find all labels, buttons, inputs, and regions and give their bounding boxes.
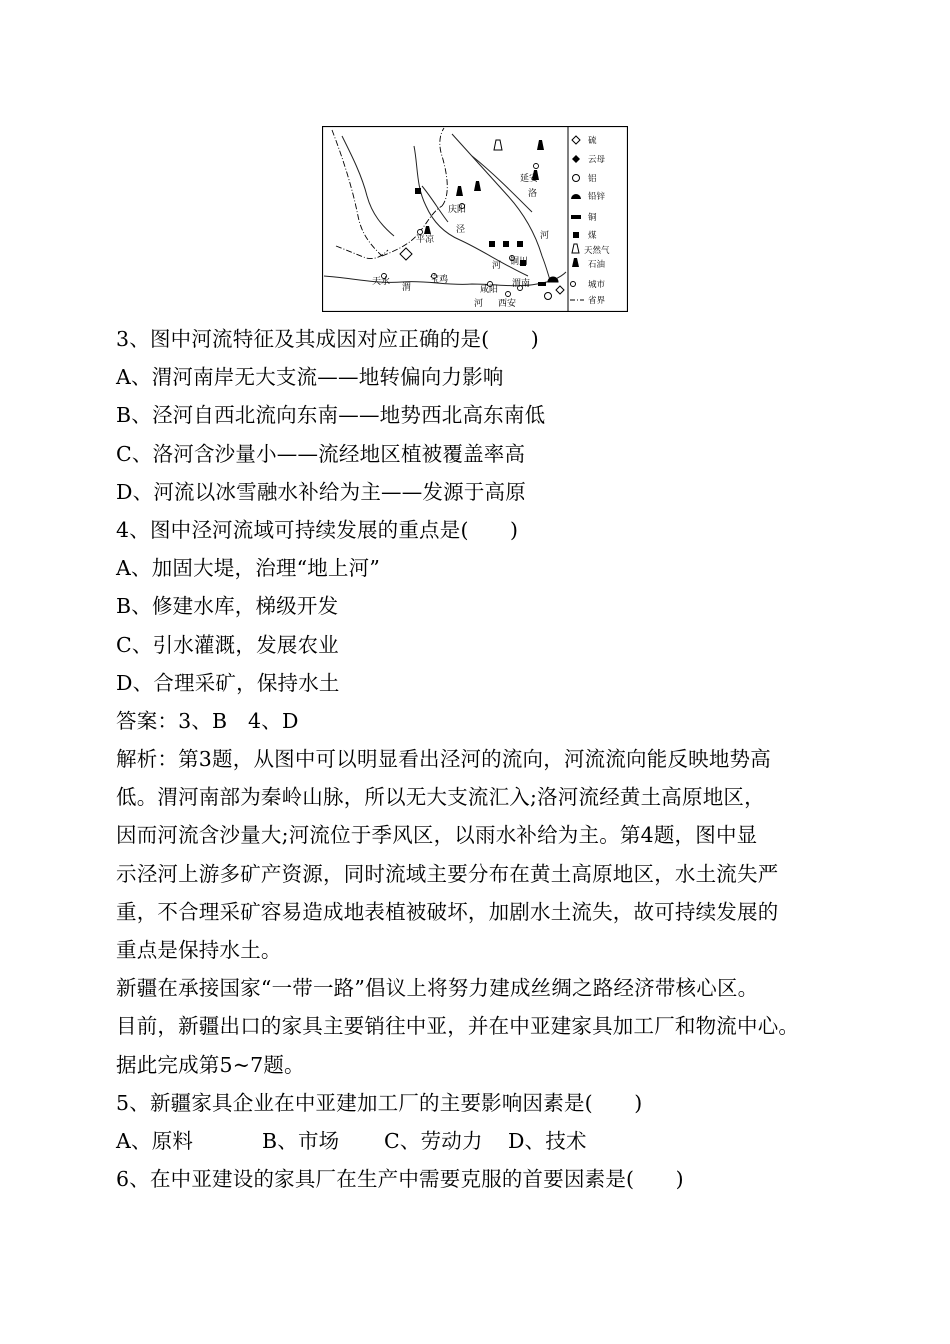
question-3: 3、图中河流特征及其成因对应正确的是( ) — [116, 327, 539, 351]
copper-icon — [571, 215, 581, 219]
place-label: 河 — [492, 261, 502, 271]
explanation-line: 重，不合理采矿容易造成地表植被破坏，加剧水土流失，故可持续发展的 — [116, 899, 779, 924]
legend-label: 云母 — [588, 155, 606, 165]
place-label: 咸阳 — [480, 285, 499, 295]
explanation-line: 解析：第3题，从图中可以明显看出泾河的流向，河流流向能反映地势高 — [116, 747, 771, 772]
legend-label: 硫 — [588, 136, 597, 146]
coal-icon — [573, 232, 579, 238]
passage-line: 目前，新疆出口的家具主要销往中亚，并在中亚建家具加工厂和物流中心。 — [116, 1014, 800, 1039]
place-label: 庆阳 — [448, 205, 467, 215]
place-label: 延安 — [520, 174, 539, 184]
legend-label: 铅锌 — [588, 192, 606, 202]
passage-line: 新疆在承接国家“一带一路”倡议上将努力建成丝绸之路经济带核心区。 — [116, 976, 759, 1001]
place-label: 渭南 — [512, 279, 531, 289]
question-5: 5、新疆家具企业在中亚建加工厂的主要影响因素是( ) — [116, 1090, 643, 1115]
place-label: 洛 — [528, 189, 538, 199]
option-c: C、劳动力 — [384, 1128, 483, 1153]
explanation-line: 低。渭河南部为秦岭山脉，所以无大支流汇入;洛河流经黄土高原地区， — [116, 785, 765, 810]
city-icon — [534, 164, 539, 169]
city-icon — [506, 292, 511, 297]
legend-label: 天然气 — [584, 246, 610, 256]
place-label: 渭 — [402, 283, 412, 293]
option-a: A、原料 — [116, 1128, 194, 1153]
copper-icon — [538, 282, 546, 286]
legend-label: 铜 — [588, 213, 597, 223]
map-svg — [322, 126, 628, 312]
explanation-line: 示泾河上游多矿产资源，同时流域主要分布在黄土高原地区，水土流失严 — [116, 861, 779, 886]
option-b: B、市场 — [262, 1128, 340, 1153]
place-label: 西安 — [498, 299, 517, 309]
place-label: 河 — [474, 299, 484, 309]
option-a: A、加固大堤，治理“地上河” — [116, 556, 381, 581]
legend-label: 煤 — [588, 231, 597, 241]
explanation-line: 重点是保持水土。 — [116, 938, 282, 962]
city-icon — [418, 230, 423, 235]
legend-label: 省界 — [588, 296, 606, 306]
option-a: A、渭河南岸无大支流——地转偏向力影响 — [116, 365, 504, 390]
option-c: C、引水灌溉，发展农业 — [116, 632, 339, 657]
legend-label: 铝 — [588, 174, 597, 184]
place-label: 平凉 — [416, 235, 435, 245]
option-b: B、泾河自西北流向东南——地势西北高东南低 — [116, 403, 546, 428]
place-label: 泾 — [456, 225, 466, 235]
coal-icon — [489, 241, 495, 247]
option-d: D、合理采矿，保持水土 — [116, 670, 340, 695]
place-label: 宝鸡 — [430, 275, 449, 285]
question-4: 4、图中泾河流域可持续发展的重点是( ) — [116, 517, 519, 542]
option-c: C、洛河含沙量小——流经地区植被覆盖率高 — [116, 441, 526, 466]
document-body — [116, 320, 856, 1198]
place-label: 铜川 — [510, 257, 529, 267]
place-label: 天水 — [372, 277, 391, 287]
coal-icon — [517, 241, 523, 247]
coal-icon — [503, 241, 509, 247]
coal-icon — [415, 188, 421, 194]
question-6: 6、在中亚建设的家具厂在生产中需要克服的首要因素是( ) — [116, 1167, 684, 1192]
place-label: 河 — [540, 231, 550, 241]
legend-label: 城市 — [588, 280, 606, 290]
option-d: D、技术 — [508, 1128, 587, 1153]
passage-line: 据此完成第5~7题。 — [116, 1052, 305, 1077]
question-5-options — [116, 1122, 856, 1160]
legend-label: 石油 — [588, 260, 606, 270]
explanation-line: 因而河流含沙量大;河流位于季风区，以雨水补给为主。第4题，图中显 — [116, 823, 758, 848]
option-d: D、河流以冰雪融水补给为主——发源于高原 — [116, 479, 526, 504]
mineral-map — [322, 126, 628, 312]
option-b: B、修建水库，梯级开发 — [116, 594, 339, 619]
answer-line: 答案：3、B 4、D — [116, 708, 299, 733]
